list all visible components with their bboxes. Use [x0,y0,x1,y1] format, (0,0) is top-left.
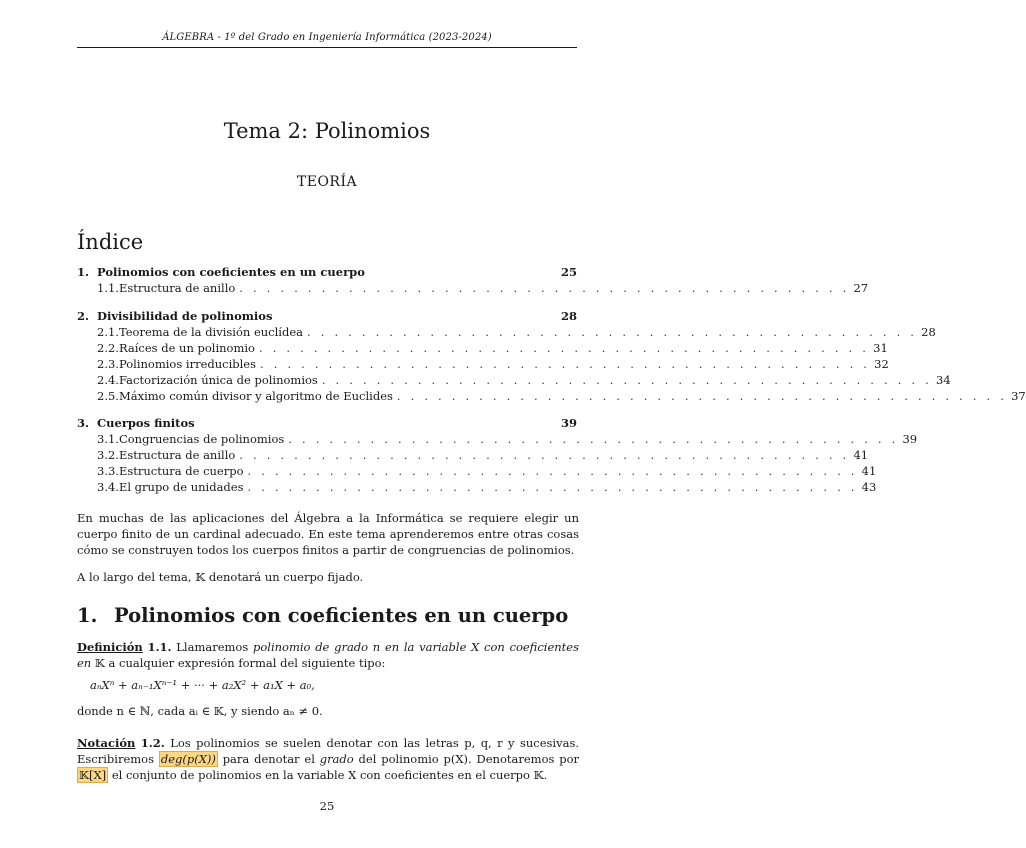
toc-entry-title: Máximo común divisor y algoritmo de Euclides [118,389,393,403]
definition-term: polinomio de grado n en la variable X con coeficientes en [77,640,580,671]
toc-entry-2-3[interactable] [97,357,889,373]
toc-entry-page: 31 [873,341,888,355]
toc-entry-title: El grupo de unidades [118,480,244,494]
toc-entry-number: 1.1. [97,281,119,295]
document-subtitle: TEORÍA [296,174,358,190]
toc-section-number: 3. [77,416,90,430]
notation-text-a: Los polinomios se suelen denotar con las letras p, q, r y sucesivas. Escribiremos [77,736,580,767]
toc-section-title: Polinomios con coeficientes en un cuerpo [97,265,365,279]
toc-entry-number: 2.1. [97,325,119,339]
toc-entry-page: 37 [1011,389,1026,403]
toc-leader-dots: . . . . . . . . . . . . . . . . . . . . . . . . . . . . . . . . . . . . . . . . . . . . . [307,325,918,339]
toc-leader-dots: . . . . . . . . . . . . . . . . . . . . . . . . . . . . . . . . . . . . . . . . . . . . . [288,432,899,446]
toc-entry-title: Polinomios irreducibles [118,357,257,371]
toc-section-number: 1. [77,265,90,279]
toc-entry-page: 28 [921,325,936,339]
toc-section-2[interactable] [77,309,577,325]
toc-entry-title: Raíces de un polinomio [118,341,255,355]
toc-entry-2-2[interactable] [97,341,888,357]
toc-section-number: 2. [77,309,90,323]
toc-section-page: 39 [560,416,577,430]
section-heading [77,604,568,627]
toc-leader-dots: . . . . . . . . . . . . . . . . . . . . . . . . . . . . . . . . . . . . . . . . . . . . . [258,341,870,355]
toc-entry-page: 43 [861,480,877,494]
toc-leader-dots: . . . . . . . . . . . . . . . . . . . . . . . . . . . . . . . . . . . . . . . . . . . . . [239,281,850,295]
toc-entry-page: 27 [853,281,869,295]
definition-field-symbol: 𝕂 [94,656,105,671]
toc-entry-title: Factorización única de polinomios [118,373,318,387]
notation-text-c: del polinomio p(X). Denotaremos por [358,752,579,767]
toc-section-page: 28 [560,309,577,323]
page-number: 25 [319,799,335,813]
toc-section-3[interactable] [77,416,577,432]
notation-number: 1.2. [140,736,165,750]
toc-entry-page: 34 [936,373,951,387]
toc-heading: Índice [77,230,144,254]
toc-leader-dots: . . . . . . . . . . . . . . . . . . . . . . . . . . . . . . . . . . . . . . . . . . . . . [239,448,850,462]
toc-entry-page: 41 [853,448,869,462]
toc-entry-number: 2.5. [97,389,119,403]
toc-entry-number: 2.4. [97,373,119,387]
toc-entry-title: Teorema de la división euclídea [118,325,304,339]
toc-entry-page: 32 [874,357,889,371]
section-number: 1. [77,604,98,627]
toc-entry-3-2[interactable] [97,448,869,464]
document-title: Tema 2: Polinomios [223,119,431,143]
intro-paragraph: En muchas de las aplicaciones del Álgebra a la Informática se requiere elegir un cuerpo finito de un cardinal adecuado. En este tema aprenderemos entre otras cosas cómo se construyen todos los cuerpos finitos a partir de congruencias de polinomios. [77,511,579,558]
toc-leader-dots: . . . . . . . . . . . . . . . . . . . . . . . . . . . . . . . . . . . . . . . . . . . . . [396,389,1008,403]
definition-block [77,639,579,671]
definition-number: 1.1. [147,640,172,654]
toc-section-title: Cuerpos finitos [97,416,195,430]
header-rule [77,47,577,48]
toc-entry-title: Congruencias de polinomios [118,432,285,446]
toc-entry-page: 39 [902,432,918,446]
toc-entry-number: 3.2. [97,448,119,462]
toc-entry-2-1[interactable] [97,325,936,341]
toc-entry-3-3[interactable] [97,464,877,480]
notation-label: Notación [77,736,136,750]
running-header: ÁLGEBRA - 1º del Grado en Ingeniería Informática (2023-2024) [162,32,492,43]
toc-entry-2-5[interactable] [97,389,1026,405]
toc-leader-dots: . . . . . . . . . . . . . . . . . . . . . . . . . . . . . . . . . . . . . . . . . . . . . [247,464,858,478]
notation-grado: grado [319,752,354,767]
toc-entry-number: 3.1. [97,432,119,446]
toc-section-page: 25 [560,265,577,279]
toc-entry-title: Estructura de cuerpo [118,464,244,478]
toc-entry-title: Estructura de anillo [118,448,236,462]
toc-leader-dots: . . . . . . . . . . . . . . . . . . . . . . . . . . . . . . . . . . . . . . . . . . . . . [260,357,871,371]
toc-entry-page: 41 [861,464,877,478]
highlight-polynomial-ring[interactable]: 𝕂[X] [79,768,107,783]
definition-conditions: donde n ∈ ℕ, cada aᵢ ∈ 𝕂, y siendo aₙ ≠ 0. [77,704,323,718]
notation-text-b: para denotar el [222,752,315,767]
definition-text-a: Llamaremos [176,640,249,654]
toc-entry-number: 2.2. [97,341,119,355]
definition-text-b: a cualquier expresión formal del siguiente tipo: [108,656,386,671]
toc-leader-dots: . . . . . . . . . . . . . . . . . . . . . . . . . . . . . . . . . . . . . . . . . . . . . [247,480,858,494]
notation-block [77,735,579,784]
polynomial-formula: aₙXⁿ + aₙ₋₁Xⁿ⁻¹ + ··· + a₂X² + a₁X + a₀, [90,678,315,692]
field-fixed-paragraph: A lo largo del tema, 𝕂 denotará un cuerpo fijado. [77,570,364,584]
toc-entry-title: Estructura de anillo [118,281,236,295]
toc-leader-dots: . . . . . . . . . . . . . . . . . . . . . . . . . . . . . . . . . . . . . . . . . . . . . [321,373,932,387]
toc-entry-number: 3.4. [97,480,119,494]
toc-entry-3-4[interactable] [97,480,877,496]
notation-text-d: el conjunto de polinomios en la variable X con coeficientes en el cuerpo 𝕂. [111,768,548,783]
toc-entry-2-4[interactable] [97,373,951,389]
toc-section-1[interactable] [77,265,577,281]
toc-entry-1-1[interactable] [97,281,869,297]
toc-entry-number: 3.3. [97,464,119,478]
definition-label: Definición [77,640,143,654]
toc-section-title: Divisibilidad de polinomios [97,309,273,323]
toc-entry-number: 2.3. [97,357,119,371]
highlight-degree[interactable]: deg(p(X)) [160,752,216,767]
toc-entry-3-1[interactable] [97,432,918,448]
section-title: Polinomios con coeficientes en un cuerpo [114,604,569,627]
